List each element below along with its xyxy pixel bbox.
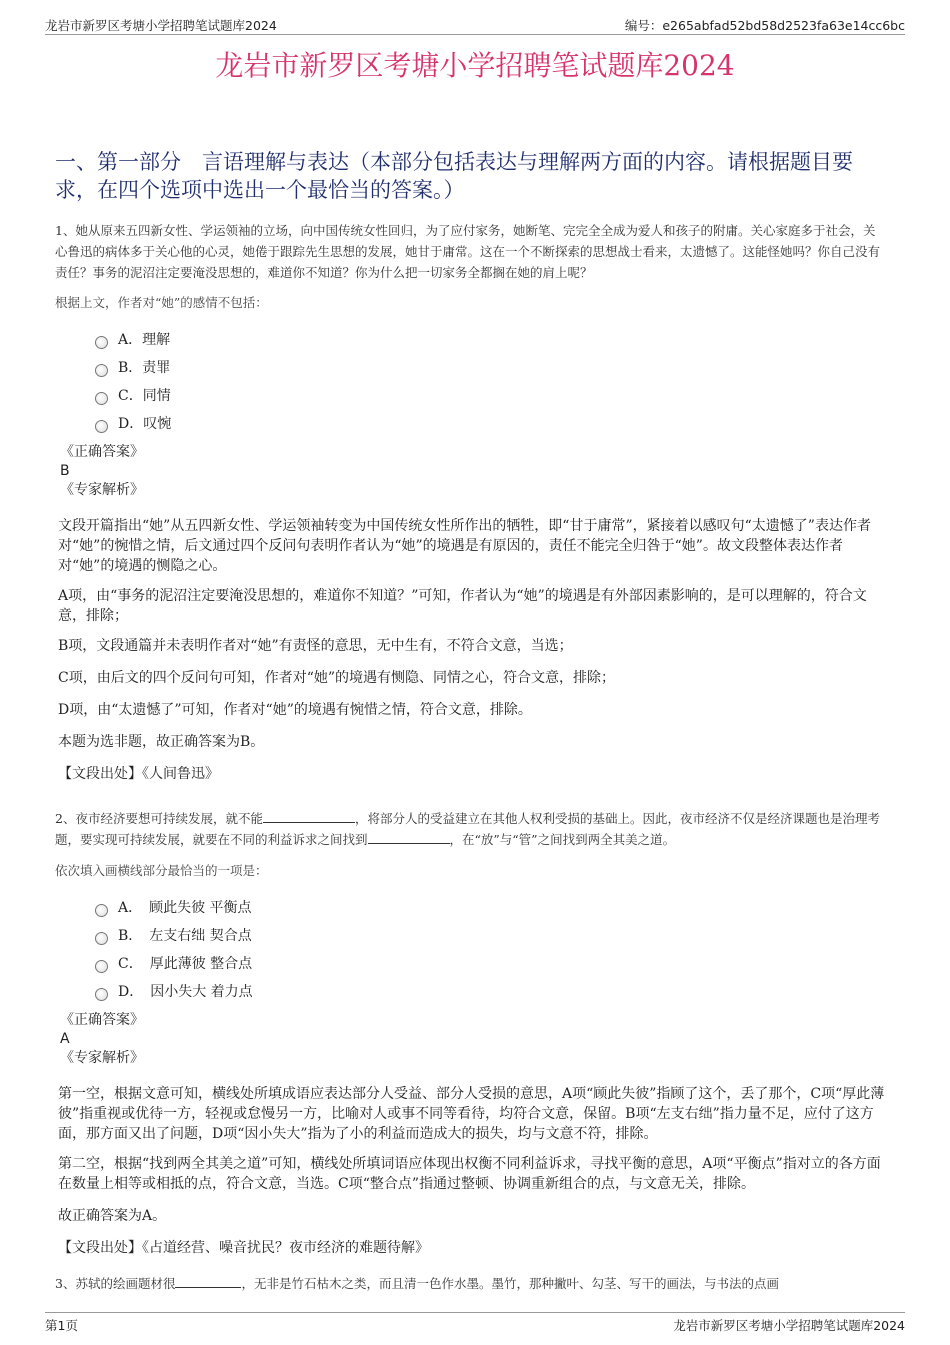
option-label: A．理解 [118, 332, 171, 348]
question-3-text-block [55, 1273, 885, 1294]
radio-icon[interactable] [95, 932, 108, 945]
radio-icon[interactable] [95, 336, 108, 349]
source-citation: 【文段出处】《人间鲁迅》 [58, 766, 219, 782]
question-2-prompt: 依次填入画横线部分最恰当的一项是： [55, 863, 268, 878]
answer-label: 《正确答案》 [60, 444, 144, 460]
option-label: A． 顾此失彼 平衡点 [118, 900, 252, 916]
question-2-prompt-block [55, 861, 885, 881]
source-citation: 【文段出处】《占道经营、噪音扰民？夜市经济的难题待解》 [58, 1240, 429, 1256]
section-title: 一、第一部分 言语理解与表达（本部分包括表达与理解两方面的内容。请根据题目要求，在四个选项中选出一个最恰当的答案。） [55, 150, 853, 202]
explanation-paragraph: 故正确答案为A。 [58, 1208, 167, 1224]
question-2-answer-block [60, 1011, 885, 1068]
page-number: 第1页 [45, 1318, 78, 1333]
header-doc-id: 编号：e265abfad52bd58d2523fa63e14cc6bc [624, 18, 905, 33]
question-1-prompt-block [55, 293, 885, 313]
question-1-option-a[interactable] [95, 325, 171, 353]
page-header [45, 14, 905, 35]
radio-icon[interactable] [95, 420, 108, 433]
option-label: B．责罪 [118, 360, 171, 376]
text-segment: 3、苏轼的绘画题材很 [55, 1276, 176, 1291]
question-1-option-b[interactable] [95, 353, 171, 381]
question-2-option-d[interactable] [95, 977, 253, 1005]
analysis-label: 《专家解析》 [60, 482, 144, 498]
answer-label: 《正确答案》 [60, 1012, 144, 1028]
explanation-paragraph: 本题为选非题，故正确答案为B。 [58, 734, 265, 750]
page-footer [45, 1312, 905, 1333]
question-1-answer-block [60, 443, 885, 500]
option-label: C． 厚此薄彼 整合点 [118, 956, 253, 972]
text-segment: 2、夜市经济要想可持续发展，就不能 [55, 811, 263, 826]
text-segment: ，将部分人的受益建立在其他人权利受损的基础上。因此，夜市经济不仅是经济课题也是治理考题，要实现可持续发展，就要在不同的利益诉求之间找到 [55, 811, 880, 847]
answer-value: B [60, 463, 70, 479]
explanation-paragraph: 第一空，根据文意可知，横线处所填成语应表达部分人受益、部分人受损的意思，A项“顾此失彼”指顾了这个，丢了那个，C项“厚此薄彼”指重视或优待一方，轻视或怠慢另一方，比喻对人或事不同等看待，均符合文意，保留。B项“左支右绌”指力量不足，应付了这方面，那方面又出了问题，D项“因小失大”指为了小的利益而造成大的损失，均与文意不符，排除。 [58, 1086, 885, 1142]
fill-blank [368, 831, 450, 844]
question-2-options [95, 893, 253, 1005]
header-doc-name: 龙岩市新罗区考塘小学招聘笔试题库2024 [45, 18, 277, 33]
answer-value: A [60, 1031, 70, 1047]
question-2-option-c[interactable] [95, 949, 253, 977]
question-2-text [55, 808, 885, 850]
question-1-prompt: 根据上文，作者对“她”的感情不包括： [55, 295, 268, 310]
explanation-paragraph: A项，由“事务的泥沼注定要淹没思想的，难道你不知道？”可知，作者认为“她”的境遇是有外部因素影响的，是可以理解的，符合文意，排除； [58, 588, 867, 624]
document-title: 龙岩市新罗区考塘小学招聘笔试题库2024 [215, 49, 735, 82]
question-2-option-b[interactable] [95, 921, 253, 949]
option-label: D． 因小失大 着力点 [118, 984, 253, 1000]
question-2-option-a[interactable] [95, 893, 253, 921]
question-3-text [55, 1273, 885, 1294]
analysis-label: 《专家解析》 [60, 1050, 144, 1066]
radio-icon[interactable] [95, 392, 108, 405]
explanation-paragraph: B项，文段通篇并未表明作者对“她”有责怪的意思，无中生有，不符合文意，当选； [58, 638, 573, 654]
question-2-explanation [58, 1084, 885, 1258]
question-1-options [95, 325, 171, 437]
radio-icon[interactable] [95, 988, 108, 1001]
option-label: B． 左支右绌 契合点 [118, 928, 252, 944]
radio-icon[interactable] [95, 364, 108, 377]
question-1-option-c[interactable] [95, 381, 171, 409]
question-1-option-d[interactable] [95, 409, 171, 437]
option-label: D．叹惋 [118, 416, 172, 432]
question-1-explanation [58, 516, 885, 784]
text-segment: ，在“放”与“管”之间找到两全其美之道。 [449, 832, 676, 847]
footer-doc-name: 龙岩市新罗区考塘小学招聘笔试题库2024 [673, 1318, 905, 1333]
radio-icon[interactable] [95, 960, 108, 973]
explanation-paragraph: 文段开篇指出“她”从五四新女性、学运领袖转变为中国传统女性所作出的牺牲，即“甘于庸常”，紧接着以感叹句“太遗憾了”表达作者对“她”的惋惜之情，后文通过四个反问句表明作者认为“她”的境遇是有原因的，责任不能完全归咎于“她”。故文段整体表达作者对“她”的境遇的恻隐之心。 [58, 518, 871, 574]
text-segment: ，无非是竹石枯木之类，而且清一色作水墨。墨竹，那种撇叶、勾茎、写干的画法，与书法的点画 [241, 1276, 779, 1291]
explanation-paragraph: C项，由后文的四个反问句可知，作者对“她”的境遇有恻隐、同情之心，符合文意，排除； [58, 670, 616, 686]
fill-blank [263, 810, 355, 823]
fill-blank [175, 1275, 241, 1288]
question-2-text-block [55, 808, 885, 850]
explanation-paragraph: D项，由“太遗憾了”可知，作者对“她”的境遇有惋惜之情，符合文意，排除。 [58, 702, 532, 718]
question-1-text-block [55, 220, 885, 283]
option-label: C．同情 [118, 388, 171, 404]
explanation-paragraph: 第二空，根据“找到两全其美之道”可知，横线处所填词语应体现出权衡不同利益诉求，寻找平衡的意思，A项“平衡点”指对立的各方面在数量上相等或相抵的点，符合文意，当选。C项“整合点”指通过整顿、协调重新组合的点，与文意无关，排除。 [58, 1156, 881, 1192]
question-1-text: 1、她从原来五四新女性、学运领袖的立场，向中国传统女性回归，为了应付家务，她断笔、完完全全成为爱人和孩子的附庸。关心家庭多于社会，关心鲁迅的病体多于关心他的心灵，她倦于跟踪先生思想的发展，她甘于庸常。这在一个不断探索的思想战士看来，太遗憾了。这能怪她吗？你自己没有责任？事务的泥沼注定要淹没思想的，难道你不知道？你为什么把一切家务全都搁在她的肩上呢？ [55, 223, 881, 280]
radio-icon[interactable] [95, 904, 108, 917]
